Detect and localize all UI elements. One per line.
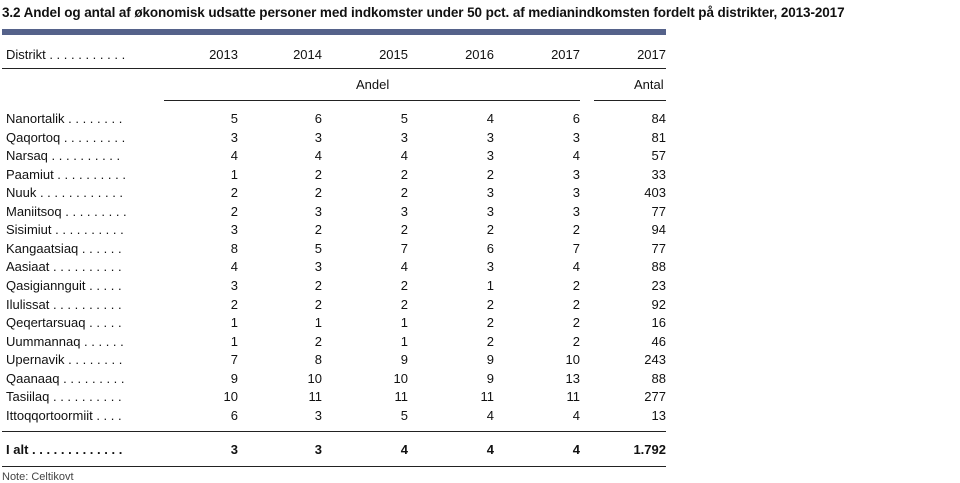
table-cell: 2 (572, 296, 580, 312)
table-cell: 2 (486, 333, 494, 349)
table-cell: 3 (400, 203, 408, 219)
table-cell: 84 (651, 111, 666, 126)
table-cell: 9 (230, 370, 238, 386)
district-name: Nanortalik . . . . . . . . (6, 111, 123, 126)
table-cell: 8 (230, 240, 238, 256)
table-cell: 3 (230, 222, 238, 238)
table-note: Note: Celtikovt (2, 471, 74, 483)
table-row (2, 370, 666, 389)
table-cell: 23 (651, 277, 666, 293)
table-cell: 9 (486, 352, 494, 368)
district-name: Qasigiannguit . . . . . (6, 277, 122, 293)
table-cell: 3 (314, 129, 322, 145)
table-cell: 3 (230, 277, 238, 293)
distrikt-header: Distrikt . . . . . . . . . . . (6, 47, 126, 62)
table-cell: 2 (314, 222, 322, 238)
table-row (2, 221, 666, 240)
table-cell: 1 (230, 166, 238, 182)
table-cell: 3 (572, 129, 580, 145)
total-row (2, 441, 666, 460)
table-cell: 3 (572, 166, 580, 182)
table-row (2, 388, 666, 407)
table-cell: 10 (307, 370, 322, 386)
table-cell: 3 (486, 185, 494, 201)
table-cell: 8 (314, 352, 322, 368)
table-cell: 2 (486, 315, 494, 331)
bottom-rule (2, 466, 666, 467)
table-cell: 46 (651, 333, 666, 349)
table-cell: 4 (230, 259, 238, 275)
table-cell: 2 (314, 185, 322, 201)
district-name: Paamiut . . . . . . . . . . (6, 166, 126, 182)
table-cell: 3 (486, 148, 494, 164)
table-cell: 6 (486, 240, 494, 256)
table-cell: 10 (565, 352, 580, 368)
table-cell: 1 (400, 333, 408, 349)
total-antal: 1.792 (633, 442, 666, 457)
table-cell: 81 (651, 129, 666, 145)
district-name: Upernavik . . . . . . . . (6, 352, 123, 368)
table-row (2, 184, 666, 203)
table-cell: 11 (480, 389, 494, 405)
table-cell: 10 (393, 370, 408, 386)
table-row (2, 296, 666, 315)
table-cell: 3 (486, 129, 494, 145)
total-2015: 4 (400, 442, 408, 457)
table-cell: 4 (400, 259, 408, 275)
table-cell: 4 (486, 407, 494, 423)
table-cell: 2 (486, 166, 494, 182)
total-2013: 3 (230, 442, 238, 457)
header-rule (2, 68, 666, 69)
district-name: Nuuk . . . . . . . . . . . . (6, 185, 124, 201)
table-cell: 403 (644, 185, 666, 201)
table-row (2, 240, 666, 259)
table-cell: 11 (394, 389, 408, 405)
table-cell: 7 (400, 240, 408, 256)
table-cell: 4 (230, 148, 238, 164)
district-name: Tasiilaq . . . . . . . . . . (6, 389, 122, 405)
table-cell: 5 (400, 111, 408, 126)
district-name: Maniitsoq . . . . . . . . . (6, 203, 127, 219)
table-cell: 6 (572, 111, 580, 126)
table-cell: 33 (651, 166, 666, 182)
table-cell: 2 (314, 296, 322, 312)
table-cell: 2 (314, 166, 322, 182)
table-cell: 2 (486, 222, 494, 238)
table-cell: 277 (644, 389, 666, 405)
table-cell: 1 (486, 277, 494, 293)
table-cell: 2 (400, 222, 408, 238)
table-cell: 2 (400, 166, 408, 182)
table-cell: 2 (572, 315, 580, 331)
table-cell: 2 (230, 185, 238, 201)
table-cell: 2 (572, 333, 580, 349)
table-cell: 10 (223, 389, 238, 405)
total-rule (2, 431, 666, 432)
total-2014: 3 (314, 442, 322, 457)
district-name: Kangaatsiaq . . . . . . (6, 240, 122, 256)
table-cell: 94 (651, 222, 666, 238)
district-name: Sisimiut . . . . . . . . . . (6, 222, 124, 238)
table-cell: 7 (230, 352, 238, 368)
table-cell: 92 (651, 296, 666, 312)
table-cell: 2 (230, 203, 238, 219)
table-cell: 2 (230, 296, 238, 312)
district-name: Qeqertarsuaq . . . . . (6, 315, 122, 331)
table-cell: 3 (314, 407, 322, 423)
year-header-2014: 2014 (293, 47, 322, 62)
table-cell: 4 (572, 148, 580, 164)
table-cell: 2 (314, 333, 322, 349)
table-cell: 2 (486, 296, 494, 312)
table-row (2, 110, 666, 129)
year-header-2017-antal: 2017 (637, 47, 666, 62)
table-row (2, 333, 666, 352)
table-cell: 3 (486, 203, 494, 219)
table-cell: 13 (651, 407, 666, 423)
table-cell: 57 (651, 148, 666, 164)
table-cell: 13 (565, 370, 580, 386)
table-cell: 9 (400, 352, 408, 368)
table-row (2, 351, 666, 370)
table-row (2, 314, 666, 333)
table-cell: 4 (400, 148, 408, 164)
table-cell: 88 (651, 370, 666, 386)
district-name: Narsaq . . . . . . . . . . (6, 148, 121, 164)
andel-rule (164, 100, 580, 101)
table-cell: 3 (572, 185, 580, 201)
table-cell: 5 (400, 407, 408, 423)
table-cell: 5 (230, 111, 238, 126)
district-name: Aasiaat . . . . . . . . . . (6, 259, 122, 275)
table-row (2, 407, 666, 426)
district-name: Qaqortoq . . . . . . . . . (6, 129, 126, 145)
table-row (2, 203, 666, 222)
table-cell: 3 (400, 129, 408, 145)
year-header-2017: 2017 (551, 47, 580, 62)
table-cell: 5 (314, 240, 322, 256)
table-cell: 3 (230, 129, 238, 145)
year-header-2015: 2015 (379, 47, 408, 62)
table-cell: 3 (486, 259, 494, 275)
table-cell: 1 (230, 315, 238, 331)
district-name: Uummannaq . . . . . . (6, 333, 124, 349)
table-cell: 6 (230, 407, 238, 423)
year-header-2016: 2016 (465, 47, 494, 62)
table-cell: 2 (400, 277, 408, 293)
table-header (2, 46, 666, 64)
year-header-2013: 2013 (209, 47, 238, 62)
table-cell: 6 (314, 111, 322, 126)
table-cell: 1 (314, 315, 322, 331)
total-2016: 4 (486, 442, 494, 457)
total-2017: 4 (572, 442, 580, 457)
table-row (2, 129, 666, 148)
table-cell: 4 (572, 259, 580, 275)
table-cell: 88 (651, 259, 666, 275)
table-cell: 9 (486, 370, 494, 386)
table-cell: 4 (314, 148, 322, 164)
table-cell: 2 (572, 222, 580, 238)
table-cell: 11 (566, 389, 580, 405)
table-row (2, 166, 666, 185)
table-cell: 2 (400, 185, 408, 201)
table-title: 3.2 Andel og antal af økonomisk udsatte personer med indkomster under 50 pct. af medianindkomsten fordelt på distrikter, 2013-2017 (2, 5, 845, 20)
table-cell: 11 (308, 389, 322, 405)
table-cell: 16 (651, 315, 666, 331)
table-row (2, 147, 666, 166)
table-cell: 7 (572, 240, 580, 256)
table-cell: 1 (230, 333, 238, 349)
table-cell: 4 (572, 407, 580, 423)
district-name: Ittoqqortoormiit . . . . (6, 407, 122, 423)
table-row (2, 277, 666, 296)
antal-rule (594, 100, 666, 101)
table-cell: 2 (400, 296, 408, 312)
district-name: Ilulissat . . . . . . . . . . (6, 296, 122, 312)
table-cell: 3 (572, 203, 580, 219)
table-row (2, 258, 666, 277)
table-cell: 1 (400, 315, 408, 331)
table-cell: 2 (572, 277, 580, 293)
table-cell: 2 (314, 277, 322, 293)
table-cell: 243 (644, 352, 666, 368)
table-cell: 3 (314, 259, 322, 275)
table-cell: 4 (486, 111, 494, 126)
district-name: Qaanaaq . . . . . . . . . (6, 370, 125, 386)
table-cell: 77 (651, 203, 666, 219)
total-label: I alt . . . . . . . . . . . . . (6, 442, 123, 457)
title-bar (2, 29, 666, 35)
table-cell: 3 (314, 203, 322, 219)
antal-label: Antal (634, 77, 664, 92)
table-cell: 77 (651, 240, 666, 256)
andel-label: Andel (356, 77, 390, 92)
